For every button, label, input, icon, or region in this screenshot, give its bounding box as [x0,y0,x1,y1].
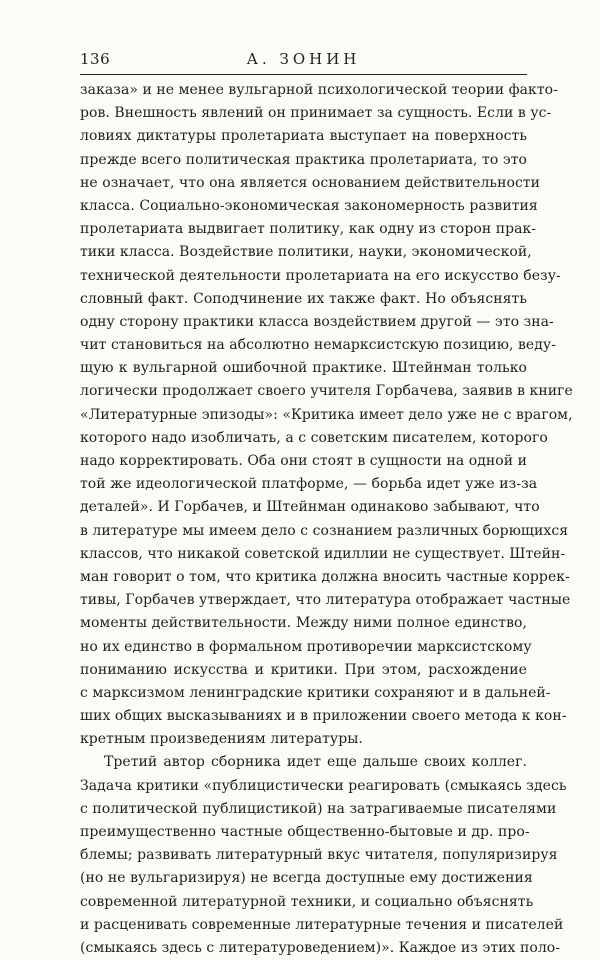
text-line: ловиях диктатуры пролетариата выступает на поверхность [80,128,527,145]
text-line: но их единство в формальном противоречии марксистскому [80,638,532,655]
text-line: деталей». И Горбачев, и Штейнман одинаково забывают, что [80,499,540,516]
text-line: пониманию искусства и критики. При этом, расхождение [80,661,527,678]
text-line: с марксизмом ленинградские критики сохраняют и в дальней- [80,684,551,701]
page-number: 136 [80,50,111,68]
text-line: словный факт. Соподчинение их также факт. Но объяснять [80,290,527,307]
text-line: Задача критики «публицистически реагировать (смыкаясь здесь [80,777,567,794]
text-line: технической деятельности пролетариата на его искусство безу- [80,267,561,284]
text-line: тики класса. Воздействие политики, науки, экономической, [80,244,532,261]
text-line: которого надо изобличать, а с советским писателем, которого [80,429,548,446]
text-line: тивы, Горбачев утверждает, что литература отображает частные [80,592,571,609]
body-text [80,79,573,960]
text-line: прежде всего политическая практика пролетариата, то это [80,151,527,168]
text-line: «Литературные эпизоды»: «Критика имеет дело уже не с врагом, [80,406,573,423]
text-line: не означает, что она является основанием действительности [80,174,541,191]
text-line: одну сторону практики класса воздействием другой — это зна- [80,313,554,330]
paragraph-end-line: кретным произведениям литературы. [80,731,363,748]
text-line: в литературе мы имеем дело с сознанием различных борющихся [80,522,569,539]
text-line: ров. Внешность явлений он принимает за сущность. Если в ус- [80,105,552,122]
running-title: А. ЗОНИН [246,50,361,68]
text-line: надо корректировать. Оба они стоят в сущности на одной и [80,453,527,469]
text-line: классов, что никакой советской идиллии не существует. Штейн- [80,545,566,562]
paragraph-first-line: Третий автор сборника идет еще дальше своих коллег. [104,754,527,771]
text-line: логически продолжает своего учителя Горбачева, заявив в книге [80,383,573,400]
text-line: щую к вульгарной ошибочной практике. Штейнман только [80,360,527,377]
text-line: класса. Социально-экономическая закономерность развития [80,197,538,214]
text-line: (смыкаясь здесь с литературоведением)». Каждое из этих поло- [80,939,561,956]
text-line: ман говорит о том, что критика должна вносить частные коррек- [80,568,570,585]
text-line: и расценивать современные литературные течения и писателей [80,916,564,933]
text-line: заказа» и не менее вульгарной психологической теории факто- [80,82,558,98]
text-line: чит становиться на абсолютно немарксистскую позицию, веду- [80,337,556,354]
text-line: той же идеологической платформе, — борьба идет уже из-за [80,476,538,493]
text-line: (но не вульгаризируя) не всегда доступные ему достижения [80,870,533,887]
text-line: преимущественно частные общественно-бытовые и др. про- [80,824,530,840]
text-line: с политической публицистикой) на затрагиваемые писателями [80,800,557,817]
text-line: ших общих высказываниях и в приложении своего метода к кон- [80,708,567,725]
text-line: пролетариата выдвигает политику, как одну из сторон прак- [80,221,537,238]
page-header [80,50,527,74]
text-line: блемы; развивать литературный вкус читателя, популяризируя [80,847,558,864]
text-line: моменты действительности. Между ними полное единство, [80,615,527,632]
text-line: современной литературной техники, и социально объяснять [80,893,534,910]
header-rule [80,74,527,75]
